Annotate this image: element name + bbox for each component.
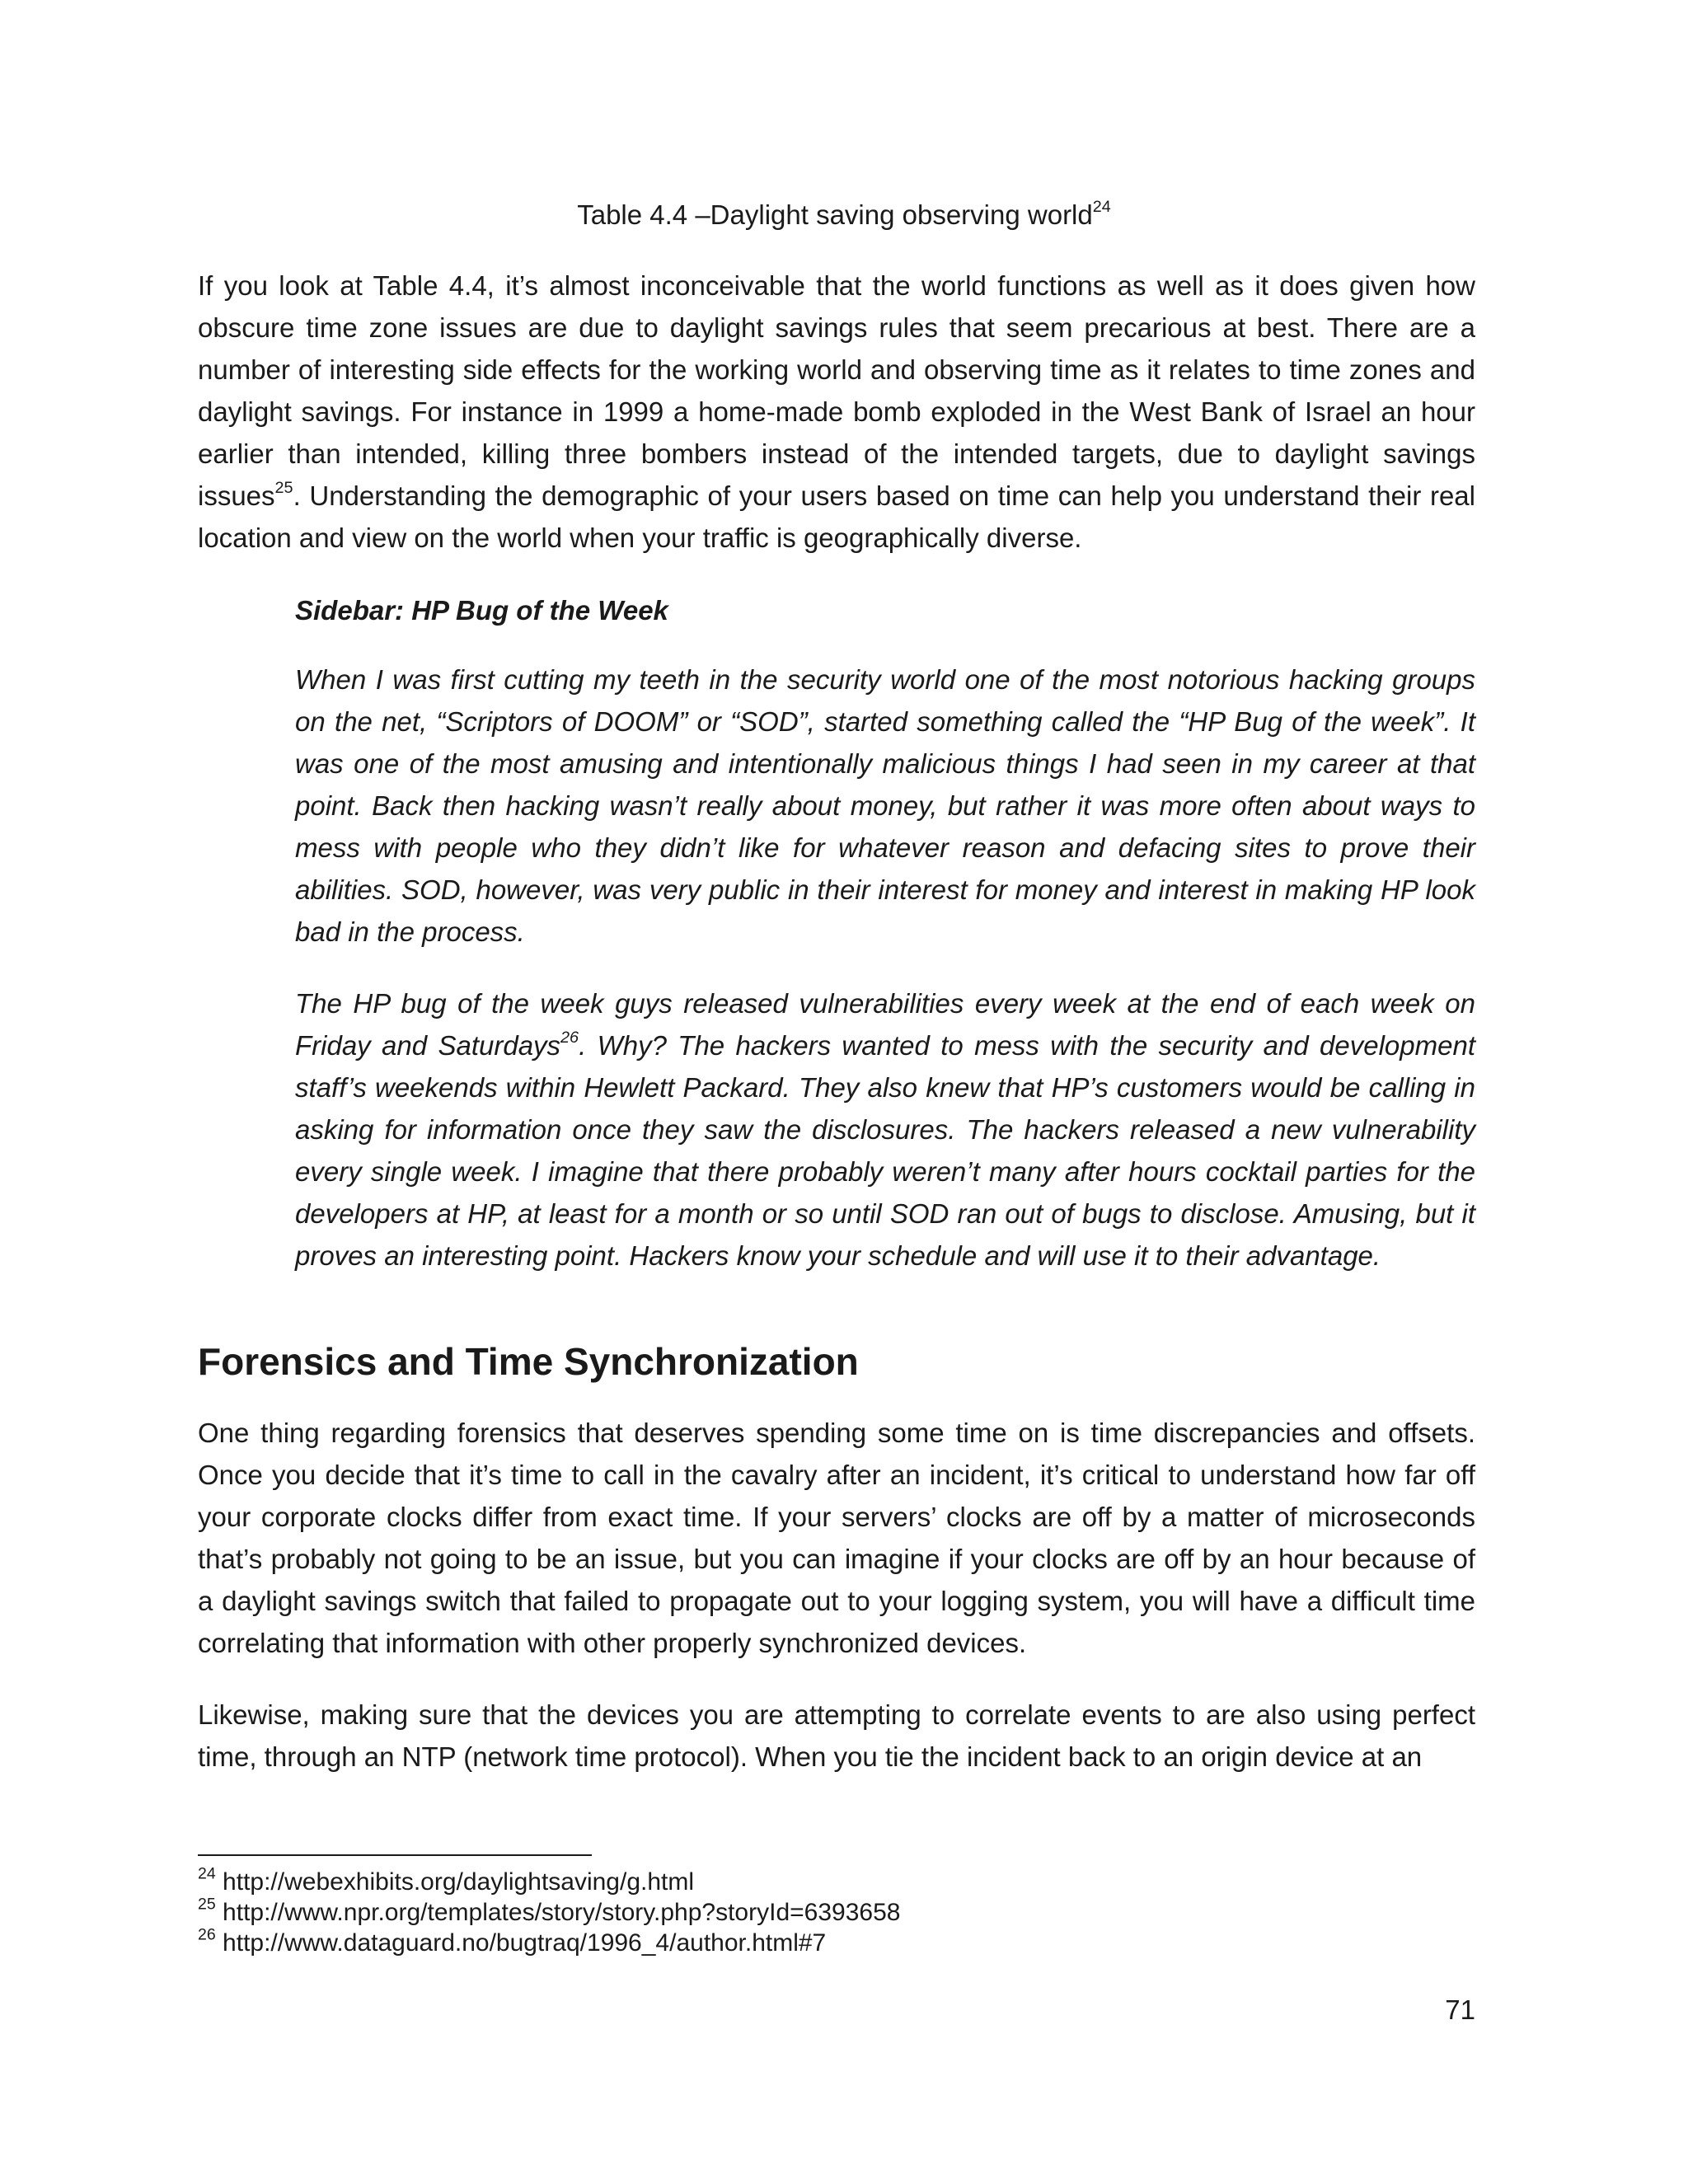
paragraph-text-continued: . Understanding the demographic of your users based on time can help you understand their real location and view on the world when your traffic is geographically diverse. [198,480,1475,553]
sidebar-paragraph-1: When I was first cutting my teeth in the security world one of the most notorious hacking groups on the net, “Scriptors of DOOM” or “SOD”, started something called the “HP Bug of the week”. It was one of the most amusing and intentionally malicious things I had seen in my career at that point. Back then hacking wasn’t really about money, but rather it was more often about ways to mess with people who they didn’t like for whatever reason and defacing sites to prove their abilities. SOD, however, was very public in their interest for money and interest in making HP look bad in the process. [295,664,1475,947]
footnote-number: 26 [198,1925,216,1944]
footnote-number: 24 [198,1864,216,1883]
footnote-26 [198,1925,1475,1958]
body-paragraph-forensics: One thing regarding forensics that deserves spending some time on is time discrepancies and offsets. Once you decide that it’s time to call in the cavalry after an incident, it’s critical to understand how far off your corporate clocks differ from exact time. If your servers’ clocks are off by a matter of microseconds that’s probably not going to be an issue, but you can imagine if your clocks are off by an hour because of a daylight savings switch that failed to propagate out to your logging system, you will have a difficult time correlating that information with other properly synchronized devices. [198,1418,1475,1658]
sidebar-paragraph-text: The HP bug of the week guys released vulnerabilities every week at the end of each week on Friday and Saturdays [295,988,1475,1061]
footnote-divider [198,1854,592,1856]
footnote-24 [198,1864,1475,1897]
caption-footnote-ref: 24 [1092,198,1111,217]
body-paragraph-ntp: Likewise, making sure that the devices you are attempting to correlate events to are also using perfect time, through an NTP (network time protocol). When you tie the incident back to an origin device at an [198,1699,1475,1772]
sidebar-paragraph-text-continued: . Why? The hackers wanted to mess with the security and development staff’s weekends within Hewlett Packard. They also knew that HP’s customers would be calling in asking for information once they saw the disclosures. The hackers released a new vulnerability every single week. I imagine that there probably weren’t many after hours cocktail parties for the developers at HP, at least for a month or so until SOD ran out of bugs to disclose. Amusing, but it proves an interesting point. Hackers know your schedule and will use it to their advantage. [295,1030,1475,1271]
footnote-ref-26: 26 [560,1029,579,1047]
section-heading: Forensics and Time Synchronization [198,1340,859,1383]
footnote-link[interactable]: http://www.dataguard.no/bugtraq/1996_4/author.html#7 [223,1929,827,1957]
footnotes [198,1864,1475,1958]
sidebar-paragraph-2 [295,982,1475,1277]
caption-text: Table 4.4 –Daylight saving observing world [577,199,1093,230]
table-caption [0,198,1688,233]
footnote-link[interactable]: http://webexhibits.org/daylightsaving/g.html [223,1868,695,1896]
paragraph-text: If you look at Table 4.4, it’s almost inconceivable that the world functions as well as it does given how obscure time zone issues are due to daylight savings rules that seem precarious at best. There are a number of interesting side effects for the working world and observing time as it relates to time zones and daylight savings. For instance in 1999 a home-made bomb exploded in the West Bank of Israel an hour earlier than intended, killing three bombers instead of the intended targets, due to daylight savings issues [198,270,1475,511]
footnote-ref-25: 25 [274,479,293,498]
footnote-25 [198,1897,1475,1928]
footnote-number: 25 [198,1895,216,1914]
body-paragraph-daylight [198,265,1475,559]
footnote-link[interactable]: http://www.npr.org/templates/story/story.php?storyId=6393658 [223,1899,901,1926]
page-number: 71 [1445,1994,1475,2025]
sidebar-title: Sidebar: HP Bug of the Week [295,595,668,626]
